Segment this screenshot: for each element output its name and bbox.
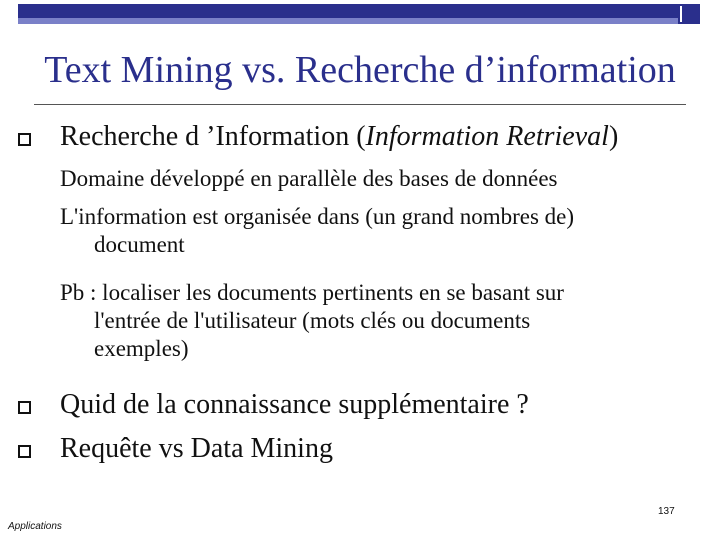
bullet-information-retrieval [60,120,618,154]
sub-item-line: L'information est organisée dans (un grand nombres de) [60,204,575,229]
sub-item-continuation: exemples) [94,336,189,361]
top-bar-dark-stripe [18,4,678,18]
bullet-text: Recherche d ’Information ( [60,121,366,152]
sub-item-organisation [60,203,700,259]
sub-item-probleme [60,279,700,363]
page-number: 137 [658,506,675,517]
top-bar-light-stripe [18,18,678,24]
sub-item-continuation: document [94,232,185,257]
slide-title: Text Mining vs. Recherche d’information [44,49,676,91]
top-decorative-bar [18,4,702,24]
square-bullet-icon [18,401,31,414]
title-divider [34,104,686,105]
bullet-requete-vs-data-mining: Requête vs Data Mining [60,433,333,464]
square-bullet-icon [18,445,31,458]
sub-item-continuation: l'entrée de l'utilisateur (mots clés ou documents [94,308,531,333]
bullet-quid-connaissance: Quid de la connaissance supplémentaire ? [60,389,529,420]
square-bullet-icon [18,133,31,146]
sub-item-domaine: Domaine développé en parallèle des bases de données [60,166,558,191]
bullet-text-suffix: ) [608,121,619,152]
sub-item-line: Pb : localiser les documents pertinents en se basant sur [60,280,564,305]
bullet-italic-text: Information Retrieval [365,121,609,152]
top-bar-filled-square [682,6,698,22]
footer-label: Applications [8,521,62,532]
